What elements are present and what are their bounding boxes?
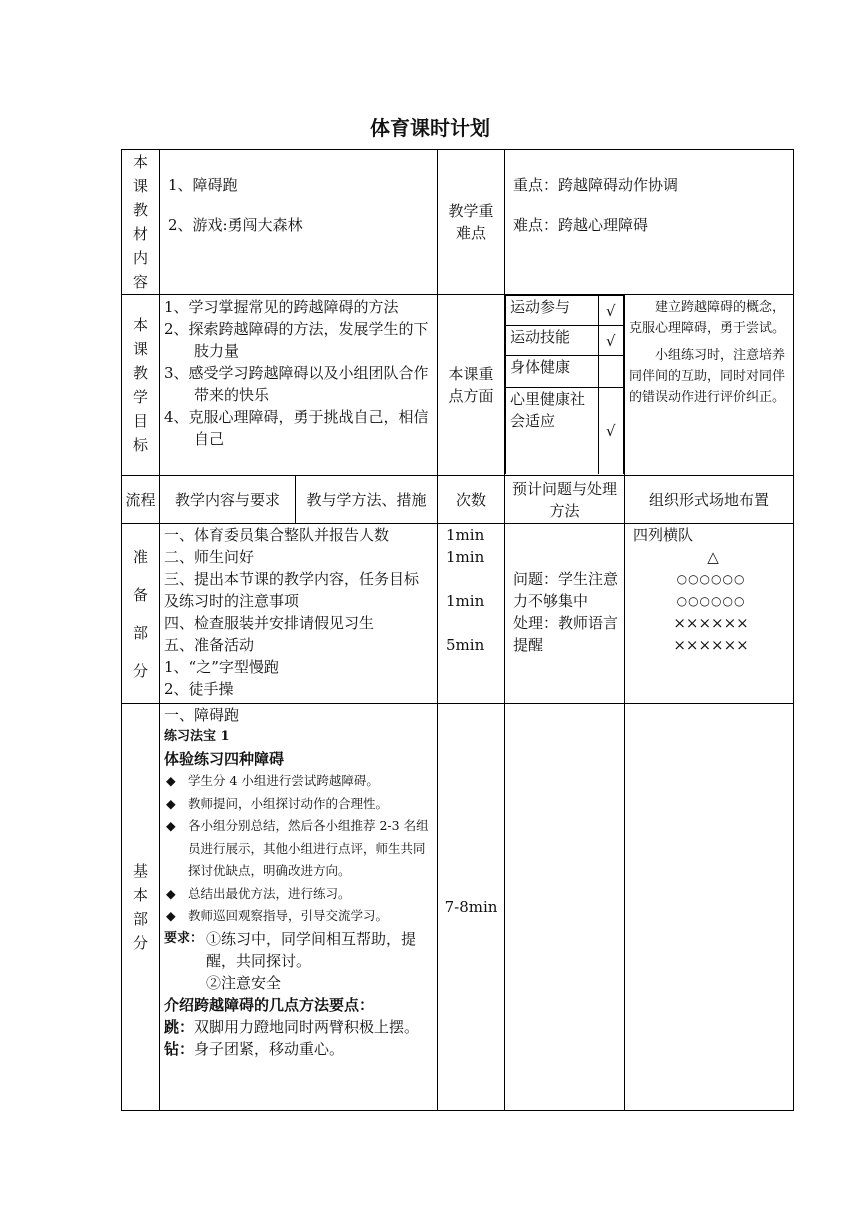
basic-formation-cell [625, 704, 794, 1111]
diamond-bullet-icon: ◆ [166, 885, 176, 901]
notes-cell [625, 295, 794, 476]
objective-item: 3、感受学习跨越障碍以及小组团队合作带来的快乐 [164, 364, 429, 404]
prep-issue: 问题：学生注意力不够集中 [513, 570, 619, 610]
content-item: 2、游戏:勇闯大森林 [168, 216, 303, 234]
formation-title: 四列横队 [633, 526, 694, 544]
prep-time: 1min [446, 592, 485, 610]
prep-time: 1min [446, 526, 485, 544]
domain-name: 身体健康 [506, 356, 599, 388]
prep-label: 准备部分 [133, 547, 149, 680]
formation-teacher: △ [707, 548, 719, 566]
key-point: 重点：跨越障碍动作协调 [513, 176, 679, 194]
prep-line: 五、准备活动 [164, 636, 255, 654]
focus-label: 本课重点方面 [448, 365, 494, 405]
diamond-bullet-icon: ◆ [166, 818, 176, 833]
header-issues: 预计问题与处理方法 [505, 476, 625, 524]
basic-label-cell [122, 704, 160, 1111]
bullet-list [164, 770, 433, 928]
prep-times-cell [438, 524, 505, 704]
prep-formation-cell [625, 524, 794, 704]
method-title: 介绍跨越障碍的几点方法要点： [164, 995, 375, 1014]
prep-label-cell [122, 524, 160, 704]
domain-name: 运动参与 [506, 296, 599, 326]
content-label-cell [122, 150, 160, 295]
prep-line: 三、提出本节课的教学内容，任务目标及练习时的注意事项 [164, 570, 420, 610]
formation-row: ×××××× [673, 614, 749, 632]
bullet-item: ◆ 总结出最优方法，进行练习。 [164, 883, 433, 906]
prep-line: 四、检查服装并安排请假见习生 [164, 614, 375, 632]
prep-row [122, 524, 794, 704]
note-text: 小组练习时，注意培养同伴间的互助，同时对同伴的错误动作进行评价纠正。 [629, 348, 786, 405]
objectives-row [122, 295, 794, 476]
bullet-item: ◆ 教师提问，小组探讨动作的合理性。 [164, 793, 433, 816]
prep-handling: 处理：教师语言提醒 [513, 614, 619, 654]
bullet-item: ◆ 教师巡回观察指导，引导交流学习。 [164, 905, 433, 928]
basic-content-cell [160, 704, 438, 1111]
diamond-bullet-icon: ◆ [166, 795, 176, 811]
header-count: 次数 [438, 476, 505, 524]
prep-line: 2、徒手操 [164, 680, 234, 698]
basic-label: 基本部分 [133, 862, 149, 952]
key-label: 教学重难点 [448, 202, 494, 242]
key-point: 难点：跨越心理障碍 [513, 216, 649, 234]
domains-table [505, 295, 624, 474]
focus-label-cell [438, 295, 505, 476]
header-methods: 教与学方法、措施 [296, 476, 438, 524]
formation-row: ×××××× [673, 636, 749, 654]
content-item: 1、障碍跑 [168, 176, 238, 194]
prep-line: 一、体育委员集合整队并报告人数 [164, 526, 390, 544]
note-text: 建立跨越障碍的概念，克服心理障碍，勇于尝试。 [629, 300, 786, 336]
header-content: 教学内容与要求 [160, 476, 296, 524]
req-item: ②注意安全 [206, 973, 282, 992]
objectives-label: 本课教学目标 [133, 316, 149, 454]
basic-heading: 一、障碍跑 [164, 706, 240, 724]
key-points-cell [505, 150, 794, 295]
objectives-cell [160, 295, 438, 476]
content-row [122, 150, 794, 295]
header-formation: 组织形式场地布置 [625, 476, 794, 524]
prep-time: 1min [446, 548, 485, 566]
key-label-cell [438, 150, 505, 295]
req-item: ①练习中，同学间相互帮助，提醒，共同探讨。 [206, 929, 417, 970]
check-mark-icon: √ [598, 326, 623, 356]
objective-item: 4、克服心理障碍，勇于挑战自己，相信自己 [164, 408, 429, 448]
content-items-cell [160, 150, 438, 295]
objective-item: 1、学习掌握常见的跨越障碍的方法 [164, 298, 399, 316]
req-label: 要求： [164, 930, 204, 946]
header-row [122, 476, 794, 524]
basic-row [122, 704, 794, 1111]
domains-cell [505, 295, 625, 476]
domain-name: 心里健康社会适应 [506, 388, 599, 474]
exp-title: 体验练习四种障碍 [164, 750, 285, 768]
page-title: 体育课时计划 [370, 116, 490, 140]
prep-time: 5min [446, 636, 485, 654]
tip-title: 练习法宝 1 [164, 729, 230, 744]
diamond-bullet-icon: ◆ [166, 908, 176, 923]
objectives-label-cell [122, 295, 160, 476]
basic-time-cell: 7-8min [438, 704, 505, 1111]
bullet-item: ◆ 学生分 4 小组进行尝试跨越障碍。 [164, 770, 433, 793]
prep-content-cell [160, 524, 438, 704]
check-mark-icon: √ [598, 296, 623, 326]
check-mark-icon: √ [598, 388, 623, 474]
formation-row: ○○○○○○ [676, 594, 746, 608]
header-process: 流程 [122, 476, 160, 524]
prep-issues-cell [505, 524, 625, 704]
lesson-plan-table [121, 149, 794, 1111]
bullet-item: ◆ 各小组分别总结，然后各小组推荐 2-3 名组员进行展示，其他小组进行点评，师生共同探讨优缺点，明确改进方向。 [164, 815, 433, 883]
formation-row: ○○○○○○ [676, 572, 746, 586]
method-jump: 跳：双脚用力蹬地同时两臂积极上摆。 [164, 1017, 420, 1036]
diamond-bullet-icon: ◆ [166, 773, 176, 788]
check-mark-icon [598, 356, 623, 388]
objective-item: 2、探索跨越障碍的方法，发展学生的下肢力量 [164, 320, 429, 360]
content-label: 本课教材内容 [133, 153, 149, 291]
domain-name: 运动技能 [506, 326, 599, 356]
prep-line: 1、“之”字型慢跑 [164, 658, 279, 676]
prep-line: 二、师生问好 [164, 548, 255, 566]
requirements [164, 928, 433, 994]
basic-issues-cell [505, 704, 625, 1111]
method-drill: 钻：身子团紧，移动重心。 [164, 1039, 345, 1058]
